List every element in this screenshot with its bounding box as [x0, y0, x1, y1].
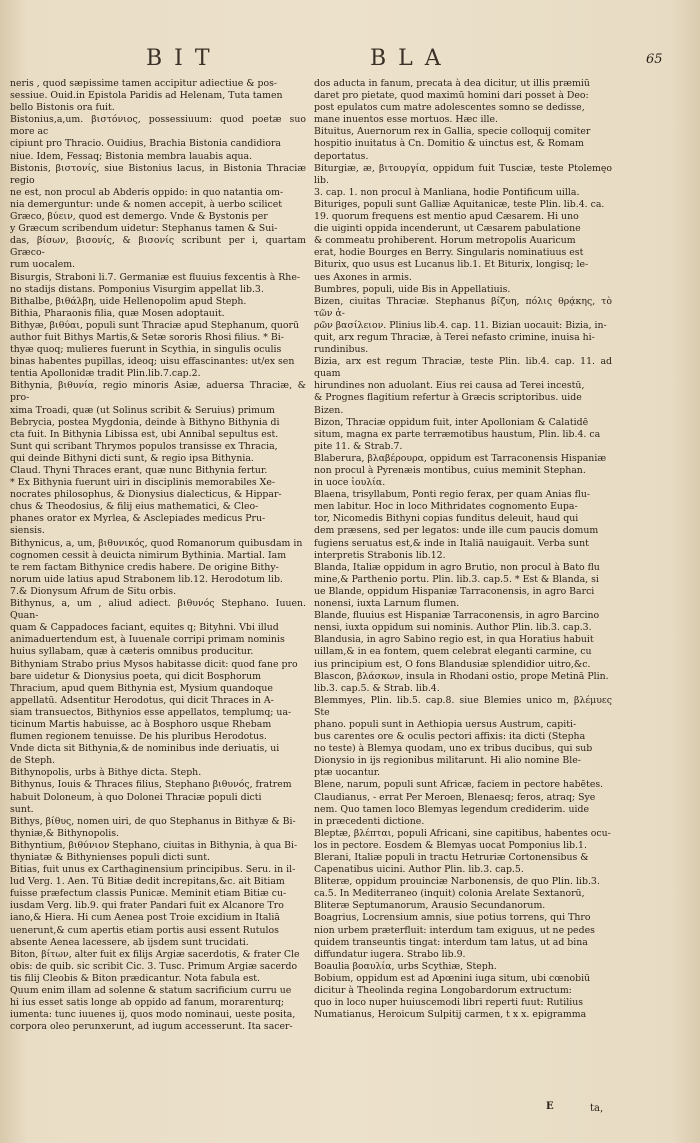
text-line: quo in loco nuper huiuscemodi libri reperti fuut: Rutilius [314, 997, 584, 1009]
page-footer [0, 1101, 700, 1117]
text-line: animaduertendum est, à Iuuenale corripi primam nominis [10, 634, 285, 646]
text-line: pite 11. & Strab.7. [314, 440, 403, 452]
text-line: Bizen. [314, 404, 344, 416]
text-line: situm, magna ex parte terræmotibus haustum, Plin. lib.4. ca [314, 428, 601, 440]
left-column [10, 78, 306, 1033]
text-line: Bithynus, a, um , aliud adiect. βιθυνός Stephano. Iuuen. Quan- [10, 598, 306, 622]
text-line: Claud. Thyni Thraces erant, quæ nunc Bithynia fertur. [10, 465, 268, 476]
text-line: Blene, narum, populi sunt Africæ, faciem in pectore habētes. [314, 779, 604, 791]
text-line: appellatū. Adsentitur Herodotus, qui dicit Thraces in A- [10, 694, 274, 706]
text-line: Numatianus, Heroicum Sulpitij carmen, t x x. epigramma [314, 1009, 587, 1021]
text-line: iano,& Hiera. Hi cum Aenea post Troie excidium in Italiā [10, 912, 280, 924]
text-line: Bobium, oppidum est ad Apœnini iuga situm, ubi cœnobiū [314, 972, 591, 984]
text-line: ues Axones in armis. [314, 271, 412, 283]
text-line: thyniatæ & Bithynienses populi dicti sunt. [10, 852, 210, 863]
text-line: Biturix, quo usus est Lucanus lib.1. Et Biturix, longisq; le- [314, 259, 589, 271]
text-line: dem præsens, sed per legatos: unde ille cum paucis domum [314, 525, 599, 537]
text-line: nion urbem præterfluit: interdum tam exiguus, ut ne pedes [314, 924, 595, 936]
text-line: lib.3. cap.5. & Strab. lib.4. [314, 682, 440, 694]
text-line: siensis. [10, 525, 45, 537]
text-line: bus carentes ore & oculis pectori affixis: ita dicti (Stepha [314, 731, 586, 743]
text-line: cipiunt pro Thracio. Ouidius, Brachia Bistonia candidiora [10, 138, 281, 150]
text-line: mane inuentos esse mortuos. Hæc ille. [314, 114, 498, 126]
text-line: absente Aenea lacessere, ab ijsdem sunt trucidati. [10, 936, 249, 948]
text-line: habuit Doloneum, à quo Dolonei Thraciæ populi dicti [10, 791, 262, 803]
text-line: ticinum Martis habuisse, ac à Bosphoro usque Rhebam [10, 718, 272, 730]
text-line: Bithynicus, a, um, βιθυνικός, quod Romanorum quibusdam in [10, 537, 303, 549]
text-line: fugiens seruatus est,& inde in Italiā nauigauit. Verba sunt [314, 537, 589, 549]
text-line: 19. quorum frequens est mentio apud Cæsarem. Hi uno [314, 211, 579, 223]
text-line: de Steph. [10, 755, 56, 767]
text-line: qui deinde Bithyni dicti sunt, & regio ipsa Bithynia. [10, 452, 254, 464]
text-line: tentia Apollonidæ tradit Plin.lib.7.cap.2. [10, 368, 201, 380]
text-line: y Græcum scribendum uidetur: Stephanus tamen & Sui- [10, 223, 278, 235]
text-line: fuisse præfectum classis Punicæ. Meminit etiam Bitiæ cu- [10, 888, 287, 900]
text-line: Bithia, Pharaonis filia, quæ Mosen adoptauit. [10, 307, 225, 319]
text-line: Blerani, Italiæ populi in tractu Hetruriæ Cortonensibus & [314, 852, 589, 863]
text-line: cta fuit. In Bithynia Libissa est, ubi Annibal sepultus est. [10, 428, 279, 440]
text-line: Vnde dicta sit Bithynia,& de nominibus inde deriuatis, ui [10, 743, 280, 755]
text-line: Biton, βίτων, alter fuit ex filijs Argiæ sacerdotis, & frater Cle [10, 948, 300, 960]
text-line: Blande, fluuius est Hispaniæ Tarraconensis, in agro Barcino [314, 610, 600, 622]
text-line: no stadijs distans. Pomponius Visurgim appellat lib.3. [10, 283, 264, 295]
text-line: ptæ uocantur. [314, 767, 381, 779]
text-line: Bizia, arx est regum Thraciæ, teste Plin. lib.4. cap. 11. ad quam [314, 356, 612, 380]
text-line: Bliteræ Septumanorum, Arausio Secundanorum. [314, 900, 546, 912]
text-line: Bumbres, populi, uide Bis in Appellatiuis. [314, 283, 511, 295]
running-header [0, 46, 700, 74]
text-line: interpretis Strabonis lib.12. [314, 549, 446, 561]
text-line: & Prognes flagitium refertur à Græcis scriptoribus. uide [314, 392, 582, 404]
text-line: Bithyniam Strabo prius Mysos habitasse dicit: quod fane pro [10, 658, 298, 670]
text-line: nem. Quo tamen loco Blemyas legendum crediderim. uide [314, 803, 589, 815]
text-line: ca.5. In Mediterraneo (inquit) colonia Arelate Sextanorū, [314, 888, 585, 900]
text-line: tor, Nicomedis Bithyni copias funditus deleuit, haud qui [314, 513, 579, 525]
text-line: phano. populi sunt in Aethiopia uersus Austrum, capiti- [314, 718, 577, 730]
text-line: corpora oleo perunxerunt, ad iugum accesserunt. Ita sacer- [10, 1021, 293, 1033]
text-line: Bithalbe, βιθάλβη, uide Hellenopolim apud Steph. [10, 295, 247, 307]
text-line: thyniæ,& Bithynopolis. [10, 827, 119, 839]
text-line: mine,& Parthenio portu. Plin. lib.3. cap.5. * Est & Blanda, si [314, 573, 599, 585]
text-line: nia demerguntur: unde & nomen accepit, à uerbo scilicet [10, 198, 282, 210]
text-line: ρῶν βασίλειον. Plinius lib.4. cap. 11. Bizian uocauit: Bizia, in- [314, 319, 607, 331]
header-left-word: BIT [146, 46, 222, 71]
text-line: Blaena, trisyllabum, Ponti regio ferax, per quam Anias flu- [314, 489, 591, 501]
text-line: obis: de quib. sic scribit Cic. 3. Tusc. Primum Argiæ sacerdo [10, 960, 298, 972]
text-line: Bithynopolis, urbs à Bithye dicta. Steph. [10, 767, 202, 779]
text-line: diffundatur iugera. Strabo lib.9. [314, 948, 466, 960]
header-right-word: BLA [370, 46, 453, 71]
text-line: binas habentes pupillas, ideoq; uisu effascinantes: ut/ex sen [10, 356, 295, 368]
text-line: 3. cap. 1. non procul à Manliana, hodie Pontificum uilla. [314, 186, 580, 198]
text-line: flumen regionem tenuisse. De his pluribus Herodotus. [10, 731, 267, 743]
text-line: Quum enim illam ad solenne & statum sacrificium curru ue [10, 985, 292, 997]
text-line: ue Blande, oppidum Hispaniæ Tarraconensis, in agro Barci [314, 585, 595, 597]
text-line: Bliteræ, oppidum prouinciæ Narbonensis, de quo Plin. lib.3. [314, 876, 600, 888]
text-line: Blascon, βλάσκων, insula in Rhodani ostio, prope Metinā Plin. [314, 670, 609, 682]
text-line: bello Bistonis ora fuit. [10, 102, 115, 114]
text-line: neris , quod sæpissime tamen accipitur adiectiue & pos- [10, 78, 278, 89]
text-line: nensi, iuxta oppidum sui nominis. Author Plin. lib.3. cap.3. [314, 622, 592, 634]
text-line: Bituitus, Auernorum rex in Gallia, specie colloquij comiter [314, 126, 591, 138]
text-line: Bithynia, βιθυνία, regio minoris Asiæ, aduersa Thraciæ, & pro- [10, 380, 306, 404]
text-line: Thracium, apud quem Bithynia est, Mysium quandoque [10, 682, 273, 694]
text-line: uillam,& in ea fontem, quem celebrat eleganti carmine, cu [314, 646, 592, 658]
text-line: Bituriges, populi sunt Galliæ Aquitanicæ, teste Plin. lib.4. ca. [314, 198, 605, 210]
text-line: quam & Cappadoces faciant, equites q; Bityhni. Vbi illud [10, 622, 279, 634]
text-line: xima Troadi, quæ (ut Solinus scribit & Seruius) primum [10, 404, 275, 416]
text-line: ne est, non procul ab Abderis oppido: in quo natantia om- [10, 186, 284, 198]
text-line: Bizen, ciuitas Thraciæ. Stephanus βίζυη, πόλις θρᾴκης, τὸ τῶν ἀ- [314, 295, 612, 319]
text-line: chus & Theodosius, & filij eius mathematici, & Cleo- [10, 501, 259, 513]
text-line: Boaulia βοαυλία, urbs Scythiæ, Steph. [314, 960, 497, 972]
catchword: ta, [590, 1103, 604, 1114]
text-line: Bithynus, Iouis & Thraces filius, Stephano βιθυνός, fratrem [10, 779, 292, 791]
text-line: hirundines non aduolant. Eius rei causa ad Terei incestū, [314, 380, 585, 392]
text-line: das, βίσων, βισονίς, & βισονίς scribunt per i, quartam Græco- [10, 235, 306, 259]
text-line: Græco, βύειν, quod est demergo. Vnde & Bystonis per [10, 211, 268, 223]
text-line: sessiue. Ouid.in Epistola Paridis ad Helenam, Tuta tamen [10, 90, 283, 102]
text-line: quidem transeuntis tingat: interdum tam latus, ut ad bina [314, 936, 588, 948]
text-line: dos aducta in fanum, precata à dea dicitur, ut illis præmiū [314, 78, 590, 89]
text-line: Blandusia, in agro Sabino regio est, in qua Horatius habuit [314, 634, 594, 646]
text-line: nonensi, iuxta Larnum flumen. [314, 598, 460, 610]
text-line: Blanda, Italiæ oppidum in agro Brutio, non procul à Bato flu [314, 561, 600, 573]
text-line: daret pro pietate, quod maximū homini dari posset à Deo: [314, 90, 589, 102]
text-line: Sunt qui scribant Thrymos populos transisse ex Thracia, [10, 440, 278, 452]
text-line: men labitur. Hoc in loco Mithridates cognomento Eupa- [314, 501, 578, 513]
text-line: Bithys, βίθυς, nomen uiri, de quo Stephanus in Bithyæ & Bi- [10, 815, 296, 827]
right-column [314, 78, 612, 1021]
text-line: tis filij Cleobis & Biton prædicantur. Nota fabula est. [10, 972, 260, 984]
text-line: * Ex Bithynia fuerunt uiri in disciplinis memorabiles Xe- [10, 477, 276, 489]
text-line: los in pectore. Eosdem & Blemyas uocat Pomponius lib.1. [314, 839, 587, 851]
text-line: Blemmyes, Plin. lib.5. cap.8. siue Blemies unico m, βλέμυες Ste [314, 694, 612, 718]
text-line: iumenta: tunc iuuenes ij, quos modo nominaui, ueste posita, [10, 1009, 296, 1021]
text-line: post epulatos cum matre adolescentes somno se dedisse, [314, 102, 585, 114]
text-line: siam transuectos, Bithynios esse appellatos, templumq; ua- [10, 706, 292, 718]
text-line: 7.& Dionysum Afrum de Situ orbis. [10, 585, 177, 597]
text-line: Bithyntium, βιθύνιον Stephano, ciuitas in Bithynia, à qua Bi- [10, 839, 298, 851]
text-line: rundinibus. [314, 344, 369, 356]
text-line: nocrates philosophus, & Dionysius dialecticus, & Hippar- [10, 489, 282, 501]
text-line: hi ius esset satis longe ab oppido ad fanum, morarenturq; [10, 997, 285, 1009]
text-line: author fuit Bithys Martis,& Setæ sororis Rhosi filius. * Bi- [10, 331, 284, 343]
text-line: no teste) à Blemya quodam, uno ex tribus ducibus, qui sub [314, 743, 593, 755]
text-line: phanes orator ex Myrlea, & Asclepiades medicus Pru- [10, 513, 266, 525]
text-line: Claudianus, - errat Per Meroen, Blenaesq; feros, atraq; Sye [314, 791, 596, 803]
text-line: norum uide latius apud Strabonem lib.12. Herodotum lib. [10, 573, 283, 585]
text-line: non procul à Pyrenæis montibus, cuius meminit Stephan. [314, 465, 586, 476]
text-line: Bistonius,a,um. βιστόνιος, possessiuum: quod poetæ suo more ac [10, 114, 306, 138]
text-line: quit, arx regum Thraciæ, à Terei nefasto crimine, inuisa hi- [314, 331, 595, 343]
text-line: in uoce ἰουλία. [314, 477, 386, 489]
text-line: thyæ quoq; mulieres fuerunt in Scythia, in singulis oculis [10, 344, 282, 356]
signature-mark: E [546, 1101, 554, 1112]
text-line: sunt. [10, 803, 34, 815]
text-line: cognomen cessit à deuicta nimirum Bythinia. Martial. Iam [10, 549, 287, 561]
text-line: uenerunt,& cum apertis etiam portis ausi essent Rutulos [10, 924, 279, 936]
text-line: rum uocalem. [10, 259, 76, 271]
text-line: Bebrycia, postea Mygdonia, deinde à Bithyno Bithynia di [10, 416, 280, 428]
page-number: 65 [646, 52, 663, 67]
text-line: & commeatu prohiberent. Horum metropolis Auaricum [314, 235, 576, 247]
text-line: Bitias, fuit unus ex Carthaginensium principibus. Seru. in il- [10, 864, 296, 876]
text-line: niue. Idem, Fessaq; Bistonia membra lauabis aqua. [10, 150, 253, 162]
text-line: Dionysio in ijs regionibus militarunt. Hi alio nomine Ble- [314, 755, 581, 767]
text-line: huius syllabam, quæ à cæteris omnibus producitur. [10, 646, 254, 658]
text-line: Boagrius, Locrensium amnis, siue potius torrens, qui Thro [314, 912, 591, 924]
text-line: deportatus. [314, 150, 369, 162]
text-line: ius principium est, O fons Blandusiæ splendidior uitro,&c. [314, 658, 591, 670]
text-line: iusdam Verg. lib.9. qui frater Pandari fuit ex Alcanore Tro [10, 900, 284, 912]
text-line: Bistonis, βιστονίς, siue Bistonius lacus, in Bistonia Thraciæ regio [10, 162, 306, 186]
text-line: bare uidetur & Dionysius poeta, qui dicit Bosphorum [10, 670, 262, 682]
text-line: Bizon, Thraciæ oppidum fuit, inter Apolloniam & Calatidē [314, 416, 589, 428]
text-line: in præcedenti dictione. [314, 815, 425, 827]
text-line: erat, hodie Bourges en Berry. Singularis nominatiuus est [314, 247, 584, 259]
text-line: Bithyæ, βιθύαι, populi sunt Thraciæ apud Stephanum, quorū [10, 319, 300, 331]
text-line: Blaberura, βλαβέρουρα, oppidum est Tarraconensis Hispaniæ [314, 452, 607, 464]
text-line: Bleptæ, βλέπται, populi Africani, sine capitibus, habentes ocu- [314, 827, 611, 839]
text-line: hospitio inuitatus à Cn. Domitio & uinctus est, & Romam [314, 138, 584, 150]
text-line: Biturgiæ, æ, βιτουργία, oppidum fuit Tusciæ, teste Ptolemęo lib. [314, 162, 612, 186]
text-line: Capenatibus uicini. Author Plin. lib.3. cap.5. [314, 864, 524, 876]
text-line: dicitur à Theolinda regina Longobardorum extructum: [314, 985, 572, 997]
text-line: lud Verg. 1. Aen. Tū Bitiæ dedit increpitans,&c. ait Bitiam [10, 876, 285, 888]
text-line: Bisurgis, Straboni li.7. Germaniæ est fluuius fexcentis à Rhe- [10, 271, 301, 283]
text-line: die uiginti oppida incenderunt, ut Cæsarem pabulatione [314, 223, 581, 235]
text-line: te rem factam Bithynice credis habere. De origine Bithy- [10, 561, 279, 573]
